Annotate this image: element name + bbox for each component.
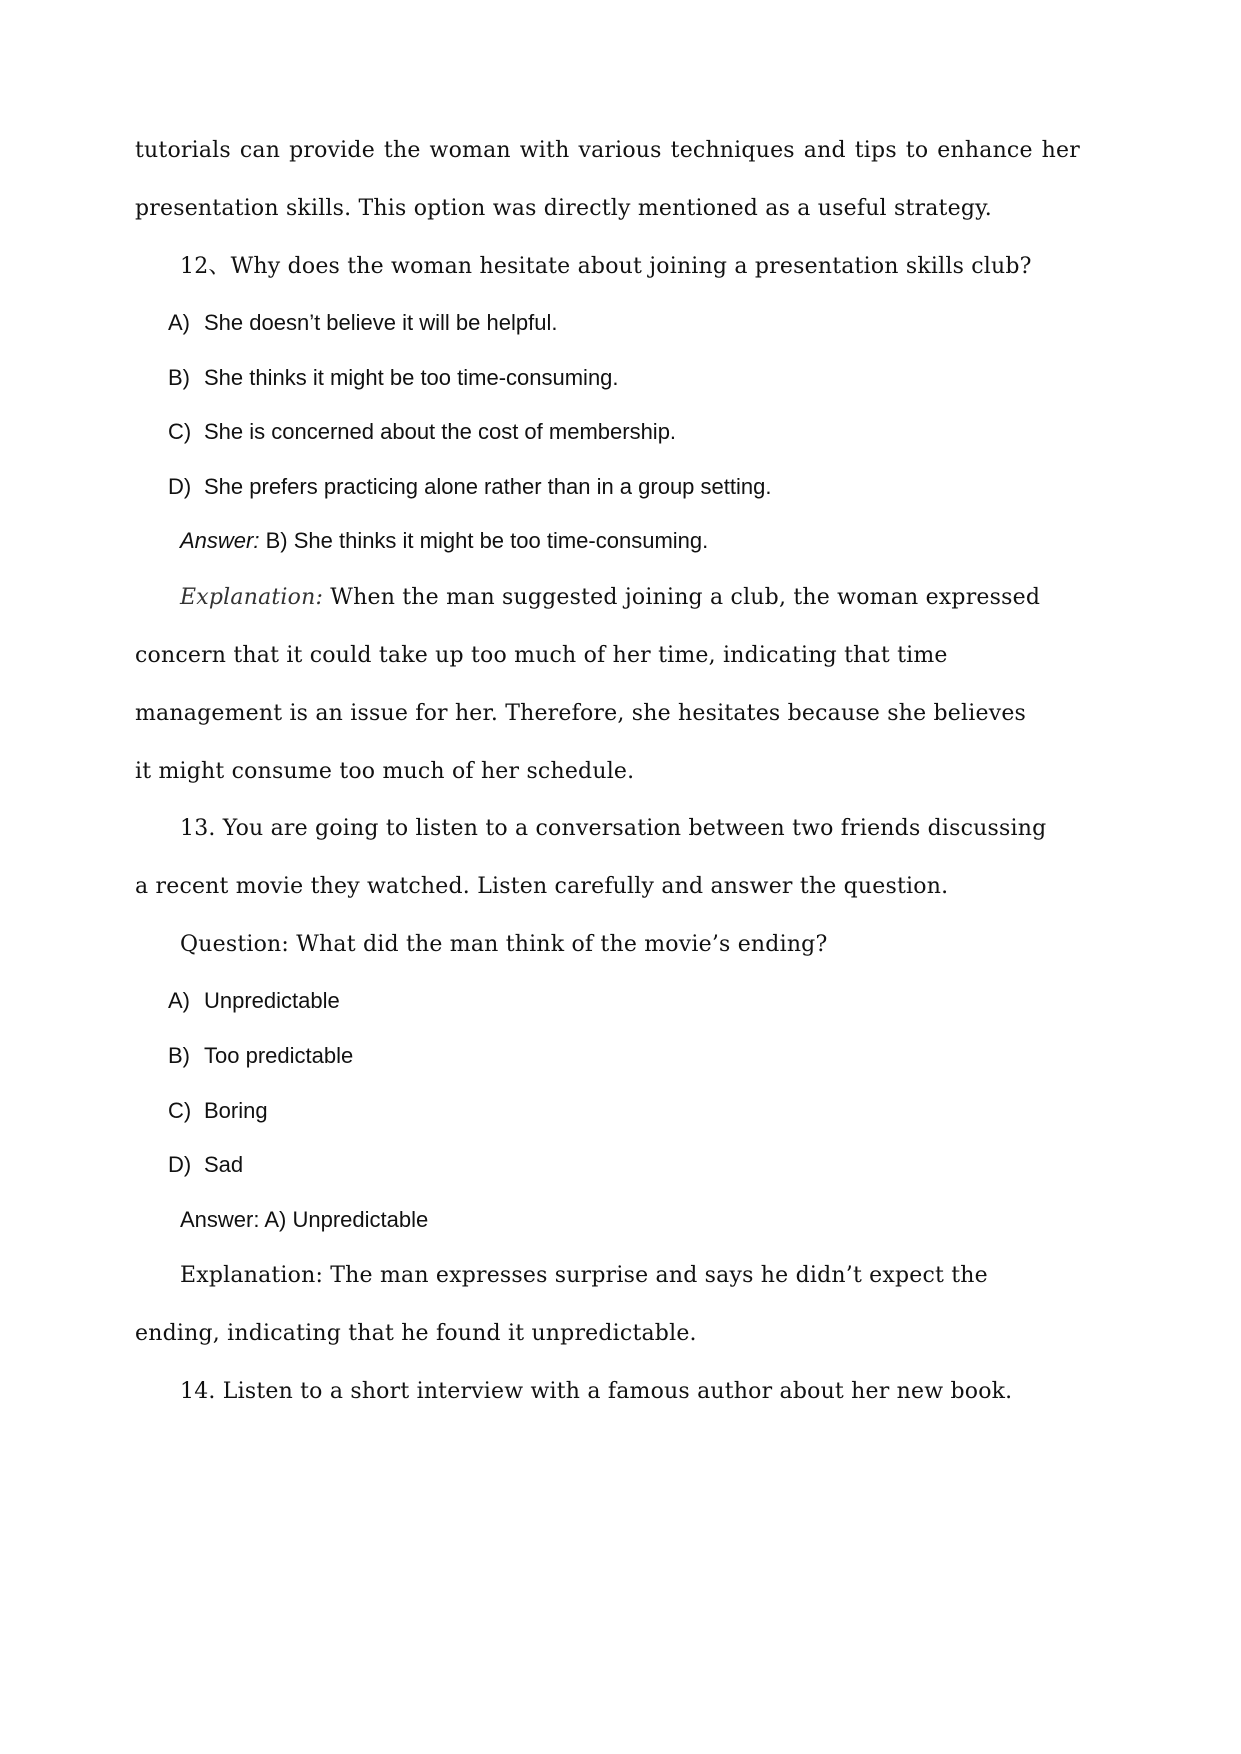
explanation-12-line: management is an issue for her. Therefore, she hesitates because she believes [135,701,1027,726]
option-letter: A) [168,310,190,335]
question-14-line: 14. Listen to a short interview with a famous author about her new book. [180,1379,1013,1404]
question-13-line: a recent movie they watched. Listen carefully and answer the question. [135,874,949,899]
explanation-label: Explanation: [180,585,324,610]
option-letter: C) [168,419,192,444]
option-text: Sad [204,1152,244,1177]
option-text: Unpredictable [204,988,340,1013]
option-d [168,476,771,498]
answer-12 [180,530,708,552]
explanation-12-line: it might consume too much of her schedule. [135,759,635,784]
option-b [168,1045,353,1067]
option-text: Boring [204,1098,268,1123]
explanation-text: When the man suggested joining a club, the woman expressed [323,585,1041,610]
question-13-line: 13. You are going to listen to a conversation between two friends discussing [180,816,1047,841]
answer-label: Answer: [180,528,260,553]
option-text: Too predictable [204,1043,354,1068]
question-13-prompt: Question: What did the man think of the movie’s ending? [180,932,828,957]
question-12: 12、Why does the woman hesitate about joining a presentation skills club? [180,254,1032,279]
option-b [168,367,619,389]
answer-13: Answer: A) Unpredictable [180,1207,429,1232]
option-text: She doesn’t believe it will be helpful. [204,310,558,335]
option-letter: C) [168,1098,192,1123]
explanation-12-line: concern that it could take up too much of her time, indicating that time [135,643,948,668]
option-letter: B) [168,1043,190,1068]
option-text: She is concerned about the cost of membership. [204,419,677,444]
option-c [168,1100,268,1122]
option-a [168,312,557,334]
answer-text: B) She thinks it might be too time-consuming. [259,528,709,553]
explanation-12-line [180,587,1040,609]
option-text: She prefers practicing alone rather than in a group setting. [204,474,772,499]
option-letter: A) [168,988,190,1013]
option-letter: D) [168,1152,192,1177]
option-c [168,421,676,443]
option-letter: D) [168,474,192,499]
explanation-13-line: Explanation: The man expresses surprise and says he didn’t expect the [180,1263,988,1288]
option-text: She thinks it might be too time-consuming. [204,365,619,390]
paragraph-line: presentation skills. This option was directly mentioned as a useful strategy. [135,196,992,221]
explanation-13-line: ending, indicating that he found it unpredictable. [135,1321,697,1346]
option-letter: B) [168,365,190,390]
option-d [168,1154,243,1176]
paragraph-line: tutorials can provide the woman with various techniques and tips to enhance her [135,138,1080,163]
option-a [168,990,340,1012]
